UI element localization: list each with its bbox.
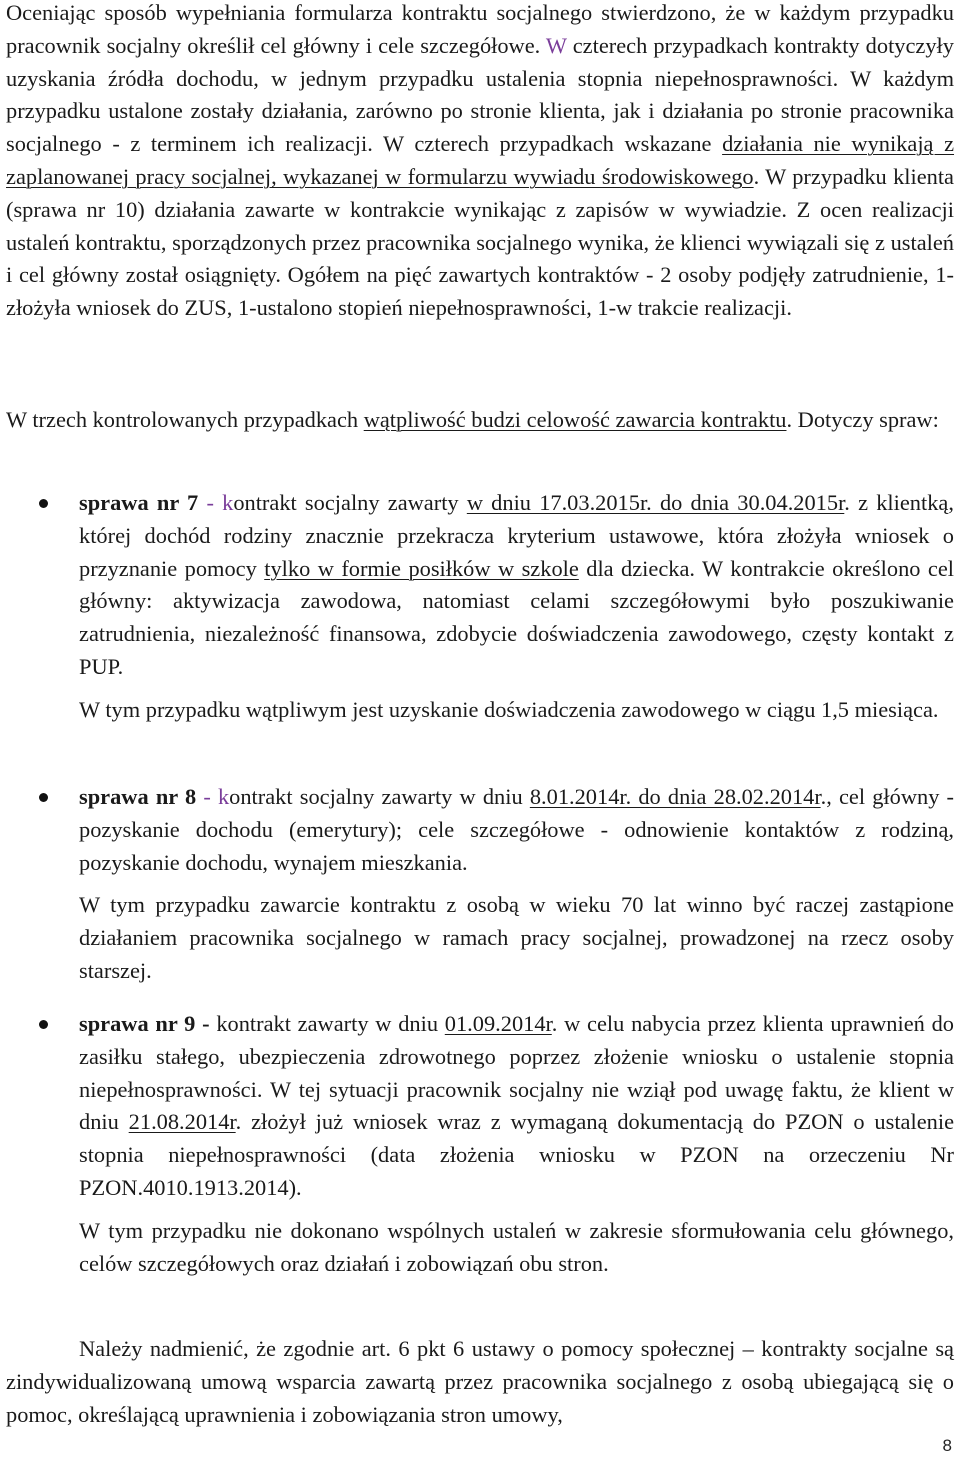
paragraph-closing: Należy nadmienić, że zgodnie art. 6 pkt 6 ustawy o pomocy społecznej – kontrakty socjalne są zindywidualizowaną umową wsparcia zawartą przez pracownika socjalnego z osobą ubiegającą się o pomoc, określającą uprawnienia i zobowiązania stron umowy, [6,1336,954,1427]
case-k: k [222,490,234,515]
text-run-purple: W [545,32,567,58]
case-dates: 01.09.2014r [444,1011,552,1036]
text-run: dla dziecka. W kontrakcie określono cel główny: aktywizacja zawodowa, natomiast celami szczegółowymi było poszukiwanie zatrudnienia, niezależność finansowa, zdobycie doświadczenia zawodowego, częsty kontakt z PUP. [79,555,954,679]
text-run: ontrakt socjalny zawarty w dniu [229,784,530,809]
text-run: kontrakt zawarty w dniu [209,1011,445,1036]
case-dates: w dniu 17.03.2015r. do dnia 30.04.2015r [466,490,845,515]
case-8-description [79,781,954,879]
text-run: . z klientką, której dochód rodziny znacznie przekracza kryterium ustawowe, która złożyła wniosek o przyznanie pomocy [79,490,954,581]
list-item-case-7 [6,487,954,727]
case-9-note: W tym przypadku nie dokonano wspólnych ustaleń w zakresie sformułowania celu głównego, celów szczegółowych oraz działań i zobowiązań obu stron. [79,1217,954,1276]
case-9-description [79,1008,954,1205]
case-k: k [217,784,230,809]
text-run: czterech przypadkach kontrakty dotyczyły uzyskania źródła dochodu, w jednym przypadku ustalenia stopnia niepełnosprawności. W każdym przypadku ustalone zostały działania, zarówno po stronie klienta, jak i działania po stronie pracownika socjalnego - z terminem ich realizacji. W czterech przypadkach wskazane [6,32,954,157]
text-run: . w celu nabycia przez klienta uprawnień do zasiłku stałego, ubezpieczenia zdrowotnego poprzez złożenie wniosku o ustalenie stopnia niepełnosprawności. W tej sytuacji pracownik socjalny nie wziął pod uwagę faktu, że klient w dniu [79,1011,954,1135]
case-7-description [79,487,954,684]
list-item-case-8 [6,781,954,988]
bullet-icon [39,1020,48,1029]
paragraph-contract-assessment [6,0,954,325]
underlined-text: działania nie wynikają z zaplanowanej pracy socjalnej, wykazanej w formularzu wywiadu środowiskowego [6,131,955,189]
case-label: sprawa nr 9 - [79,1011,210,1036]
text-run: ., cel główny - pozyskanie dochodu (emerytury); cele szczegółowe - odnowienie kontaktów z rodziną, pozyskanie dochodu, wynajem mieszkania. [79,784,955,875]
case-dates: 21.08.2014r [128,1109,236,1135]
case-dates: 8.01.2014r. do dnia 28.02.2014r [529,784,821,809]
text-run: ontrakt socjalny zawarty [233,490,467,515]
case-label: sprawa nr 7 [79,490,199,515]
case-label: sprawa nr 8 [79,784,197,809]
underlined-text: wątpliwość budzi celowość zawarcia kontraktu [363,407,787,432]
text-run: Oceniając sposób wypełniania formularza kontraktu socjalnego stwierdzono, że w każdym przypadku pracownik socjalny określił cel główny i cele szczegółowe. [6,0,954,58]
case-8-note: W tym przypadku zawarcie kontraktu z osobą w wieku 70 lat winno być raczej zastąpione działaniem pracownika socjalnego w ramach pracy socjalnej, prowadzonej na rzecz osoby starszej. [79,892,954,983]
case-dash: - [196,784,218,809]
case-dash: - [198,490,223,515]
list-item-case-9 [6,1008,954,1280]
page-number: 8 [942,1436,952,1455]
paragraph-doubtful-cases [6,404,954,437]
bullet-icon [39,499,48,508]
text-run: . W przypadku klienta (sprawa nr 10) działania zawarte w kontrakcie wynikając z zapisów w wywiadzie. Z ocen realizacji ustaleń kontraktu, sporządzonych przez pracownika socjalnego wynika, że klienci wywiązali się z ustaleń i cel główny został osiągnięty. Ogółem na pięć zawartych kontraktów - 2 osoby podjęły zatrudnienie, 1-złożyła wniosek do ZUS, 1-ustalono stopień niepełnosprawności, 1-w trakcie realizacji. [6,163,954,321]
text-run: . złożył już wniosek wraz z wymaganą dokumentacją do PZON o ustalenie stopnia niepełnosprawności (data złożenia wniosku w PZON na orzeczeniu Nr PZON.4010.1913.2014). [79,1109,955,1200]
case-7-note: W tym przypadku wątpliwym jest uzyskanie doświadczenia zawodowego w ciągu 1,5 miesiąca. [79,696,939,722]
text-run: . Dotyczy spraw: [786,407,939,432]
underlined-text: tylko w formie posiłków w szkole [264,555,579,581]
bullet-icon [39,793,48,802]
text-run: W trzech kontrolowanych przypadkach [6,407,364,432]
